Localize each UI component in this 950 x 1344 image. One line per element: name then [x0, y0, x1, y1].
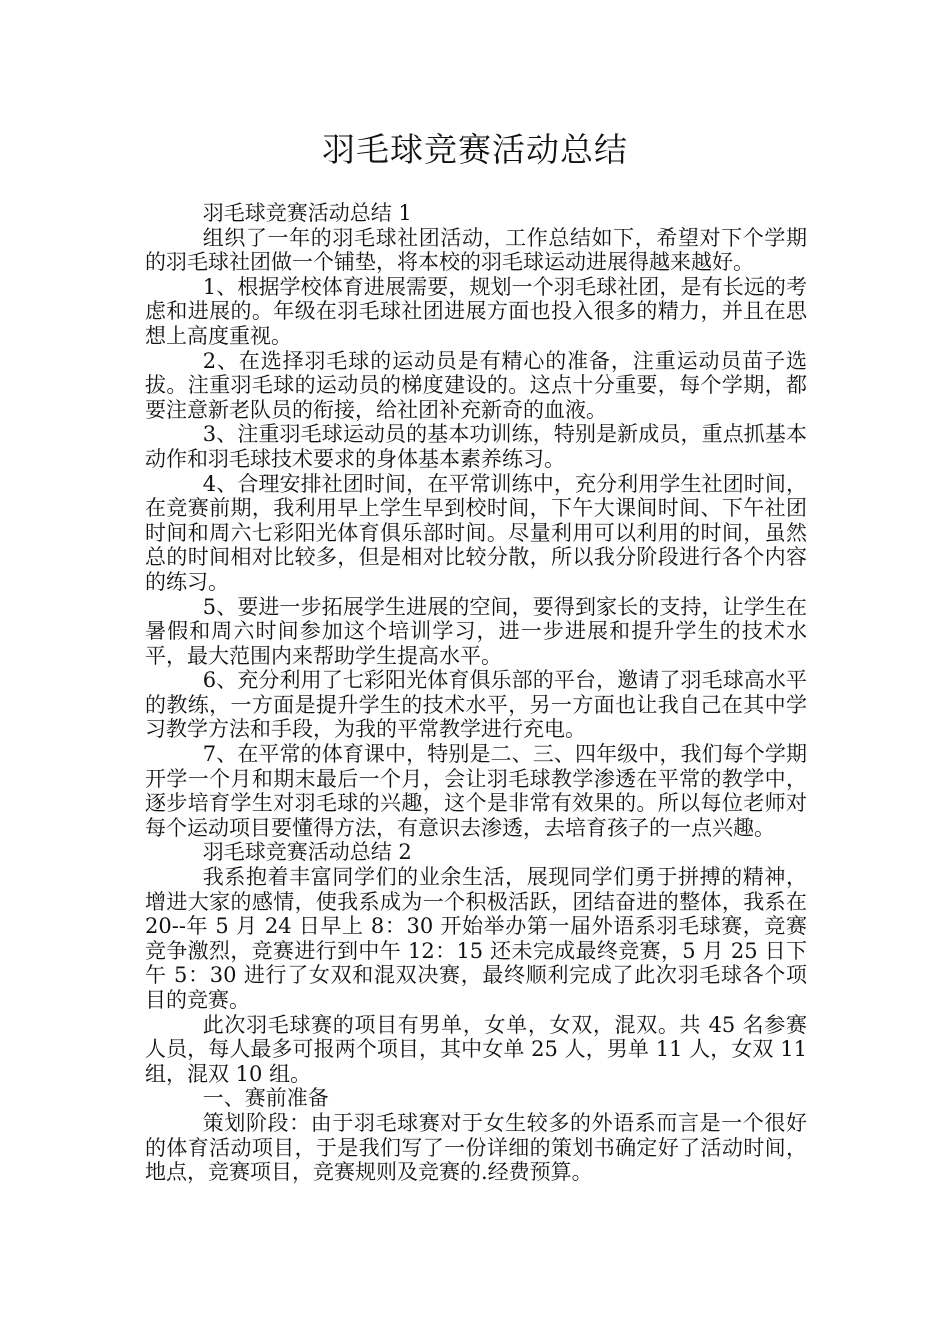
- section-heading-2: 羽毛球竞赛活动总结 2: [202, 840, 412, 865]
- paragraph: 6、充分利用了七彩阳光体育俱乐部的平台，邀请了羽毛球高水平的教练，一方面是提升学生的技术水平，另一方面也让我自己在其中学习教学方法和手段，为我的平常教学进行充电。: [145, 668, 807, 742]
- paragraph: 2、在选择羽毛球的运动员是有精心的准备，注重运动员苗子选拔。注重羽毛球的运动员的梯度建设的。这点十分重要，每个学期，都要注意新老队员的衔接，给社团补充新奇的血液。: [145, 348, 807, 422]
- paragraph: 7、在平常的体育课中，特别是二、三、四年级中，我们每个学期开学一个月和期末最后一个月，会让羽毛球教学渗透在平常的教学中，逐步培育学生对羽毛球的兴趣，这个是非常有效果的。所以每位老师对每个运动项目要懂得方法，有意识去渗透，去培育孩子的一点兴趣。: [145, 742, 807, 840]
- paragraph: 组织了一年的羽毛球社团活动，工作总结如下，希望对下个学期的羽毛球社团做一个铺垫，将本校的羽毛球运动进展得越来越好。: [145, 225, 807, 275]
- paragraph: 策划阶段：由于羽毛球赛对于女生较多的外语系而言是一个很好的体育活动项目，于是我们写了一份详细的策划书确定好了活动时间，地点，竞赛项目，竞赛规则及竞赛的.经费预算。: [145, 1110, 807, 1185]
- paragraph: 1、根据学校体育进展需要，规划一个羽毛球社团，是有长远的考虑和进展的。年级在羽毛球社团进展方面也投入很多的精力，并且在思想上高度重视。: [145, 274, 807, 348]
- paragraph: 此次羽毛球赛的项目有男单，女单，女双，混双。共 45 名参赛人员，每人最多可报两个项目，其中女单 25 人，男单 11 人，女双 11 组，混双 10 组。: [145, 1012, 807, 1086]
- subsection-heading: 一、赛前准备: [202, 1086, 329, 1111]
- paragraph: 3、注重羽毛球运动员的基本功训练，特别是新成员，重点抓基本动作和羽毛球技术要求的身体基本素养练习。: [145, 422, 807, 471]
- section-heading-1: 羽毛球竞赛活动总结 1: [202, 201, 412, 225]
- paragraph: 5、要进一步拓展学生进展的空间，要得到家长的支持，让学生在暑假和周六时间参加这个培训学习，进一步进展和提升学生的技术水平，最大范围内来帮助学生提高水平。: [145, 594, 807, 668]
- document-body: [145, 201, 807, 1185]
- document-title: 羽毛球竞赛活动总结: [322, 130, 628, 169]
- paragraph: 4、合理安排社团时间，在平常训练中，充分利用学生社团时间，在竞赛前期，我利用早上学生早到校时间，下午大课间时间、下午社团时间和周六七彩阳光体育俱乐部时间。尽量利用可以利用的时间，虽然总的时间相对比较多，但是相对比较分散，所以我分阶段进行各个内容的练习。: [145, 471, 807, 594]
- paragraph: 我系抱着丰富同学们的业余生活，展现同学们勇于拼搏的精神，增进大家的感情，使我系成为一个积极活跃，团结奋进的整体，我系在 20--年 5 月 24 日早上 8：30 开始举办第一届外语系羽毛球赛，竞赛竞争激烈，竞赛进行到中午 12：15 还未完成最终竞赛，5 月 25 日下午 5：30 进行了女双和混双决赛，最终顺利完成了此次羽毛球各个项目的竞赛。: [145, 865, 807, 1012]
